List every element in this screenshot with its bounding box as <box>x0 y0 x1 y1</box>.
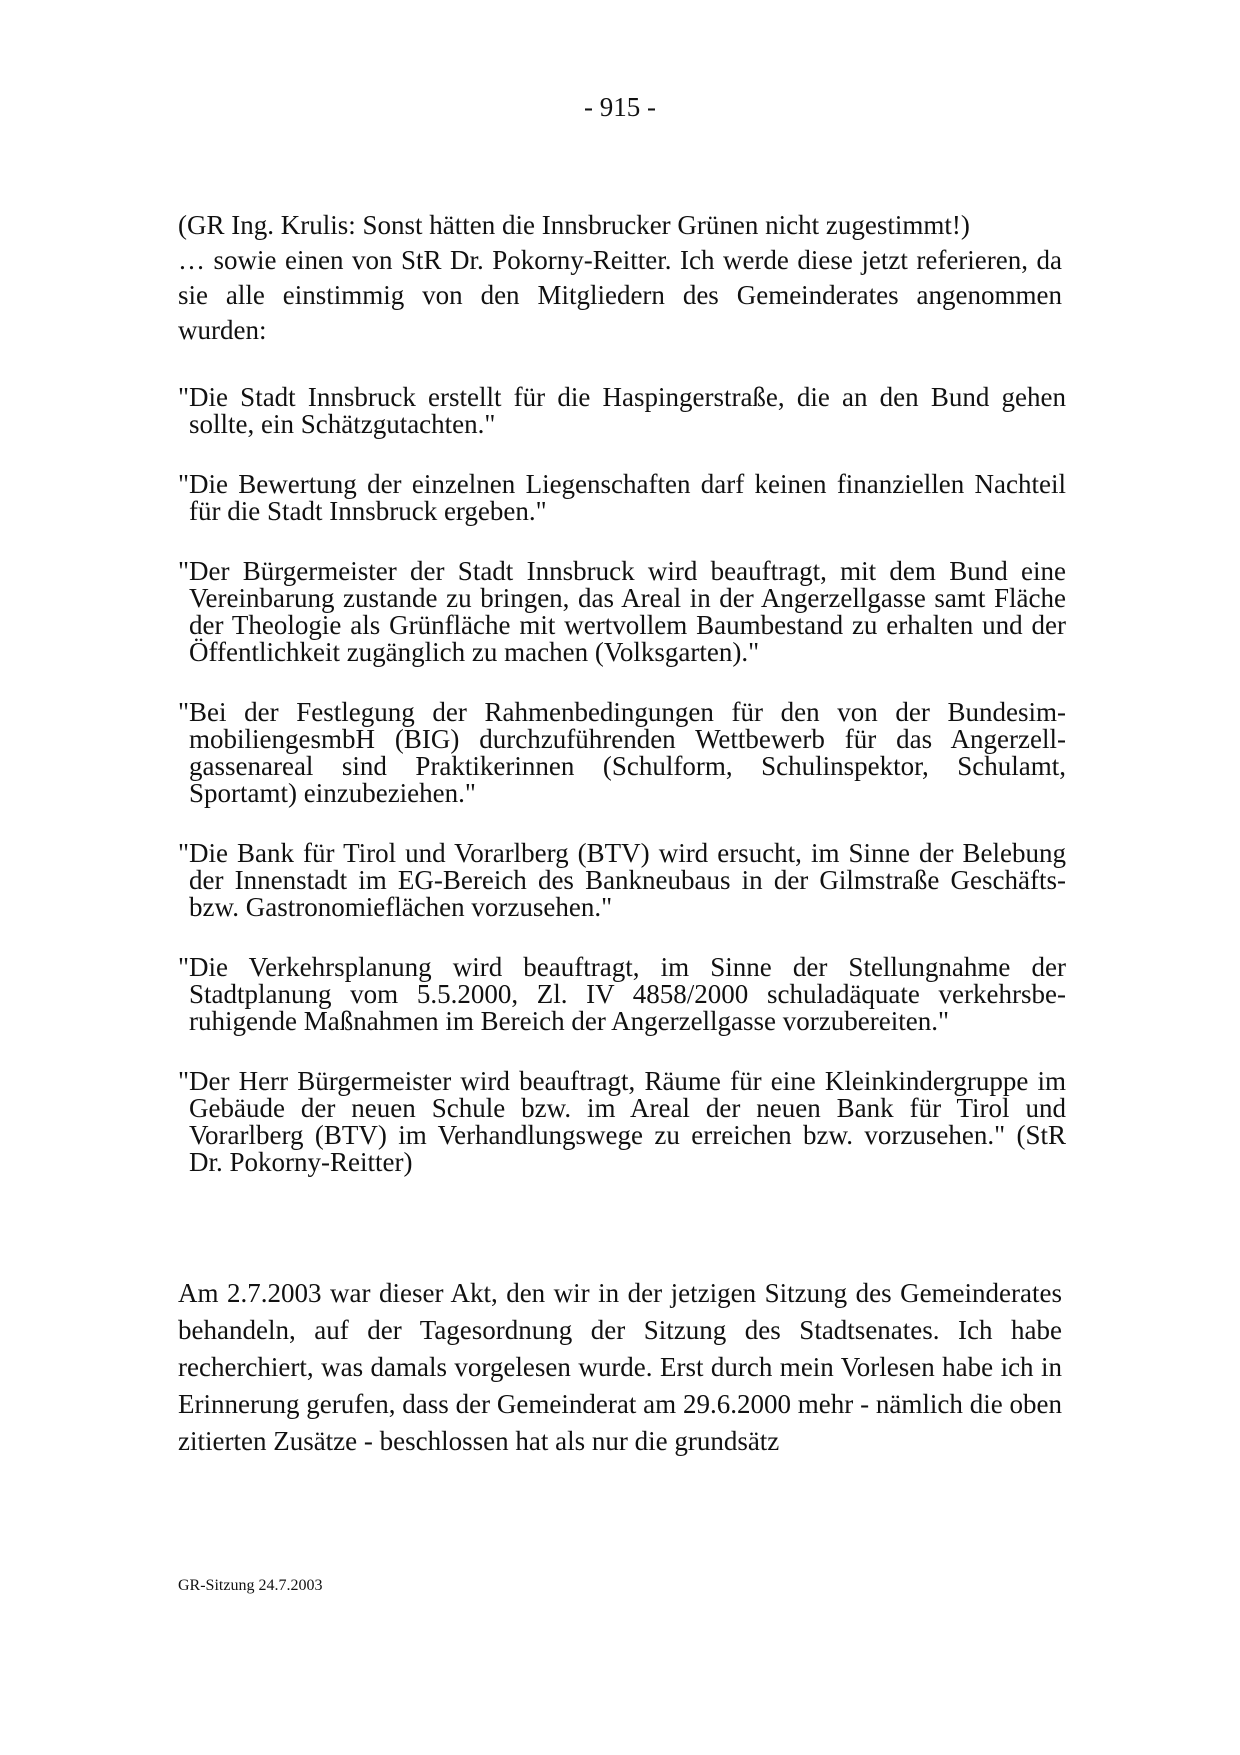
intro-section <box>178 208 1062 348</box>
quote-item: "Bei der Festlegung der Rahmenbedingungen für den von der BundesimmobiliengesmbH (BIG) durchzuführenden Wettbewerb für das Angerzellgassenareal sind Praktikerinnen (Schulform, Schulinspektor, Schulamt, Sportamt) einzubeziehen." <box>178 697 1066 808</box>
quote-item: "Der Bürgermeister der Stadt Innsbruck wird beauftragt, mit dem Bund eine Vereinbarung zustande zu bringen, das Areal in der Angerzellgasse samt Fläche der Theologie als Grünfläche mit wertvollem Baumbestand zu erhalten und der Öffentlichkeit zugänglich zu machen (Volksgarten)." <box>178 556 1066 667</box>
page-footer: GR-Sitzung 24.7.2003 <box>178 1577 323 1594</box>
quote-item: "Die Stadt Innsbruck erstellt für die Haspingerstraße, die an den Bund gehen sollte, ein Schätzgutachten." <box>178 382 1066 439</box>
quote-item: "Die Bewertung der einzelnen Liegenschaften darf keinen finanziellen Nachteil für die Stadt Innsbruck ergeben." <box>178 469 1066 526</box>
closing-paragraph: Am 2.7.2003 war dieser Akt, den wir in der jetzigen Sitzung des Gemeinderates behandeln, auf der Tagesordnung der Sitzung des Stadtsenates. Ich habe recherchiert, was damals vorgelesen wurde. Erst durch mein Vorlesen habe ich in Erinnerung gerufen, dass der Gemeinderat am 29.6.2000 mehr - nämlich die oben zitierten Zusätze - beschlossen hat als nur die grundsätz <box>178 1278 1062 1456</box>
quoted-resolutions <box>178 384 1066 1209</box>
quote-item: "Der Herr Bürgermeister wird beauftragt, Räume für eine Kleinkindergruppe im Gebäude der neuen Schule bzw. im Areal der neuen Bank für Tirol und Vorarlberg (BTV) im Verhandlungswege zu erreichen bzw. vorzusehen." (StR Dr. Pokorny-Reitter) <box>178 1066 1066 1177</box>
intro-paragraph: … sowie einen von StR Dr. Pokorny-Reitter. Ich werde diese jetzt referieren, da sie alle einstimmig von den Mitgliedern des Gemeinderates angenommen wurden: <box>178 245 1062 345</box>
interjection-text: (GR Ing. Krulis: Sonst hätten die Innsbrucker Grünen nicht zugestimmt!) <box>178 210 970 240</box>
quote-item: "Die Bank für Tirol und Vorarlberg (BTV) wird ersucht, im Sinne der Belebung der Innenstadt im EG-Bereich des Bankneubaus in der Gilmstraße Geschäfts- bzw. Gastronomieflächen vorzusehen." <box>178 838 1066 922</box>
quote-item: "Die Verkehrsplanung wird beauftragt, im Sinne der Stellungnahme der Stadtplanung vom 5.5.2000, Zl. IV 4858/2000 schuladäquate verkehrsberuhigende Maßnahmen im Bereich der Angerzellgasse vorzubereiten." <box>178 952 1066 1036</box>
page-number: - 915 - <box>584 92 656 122</box>
